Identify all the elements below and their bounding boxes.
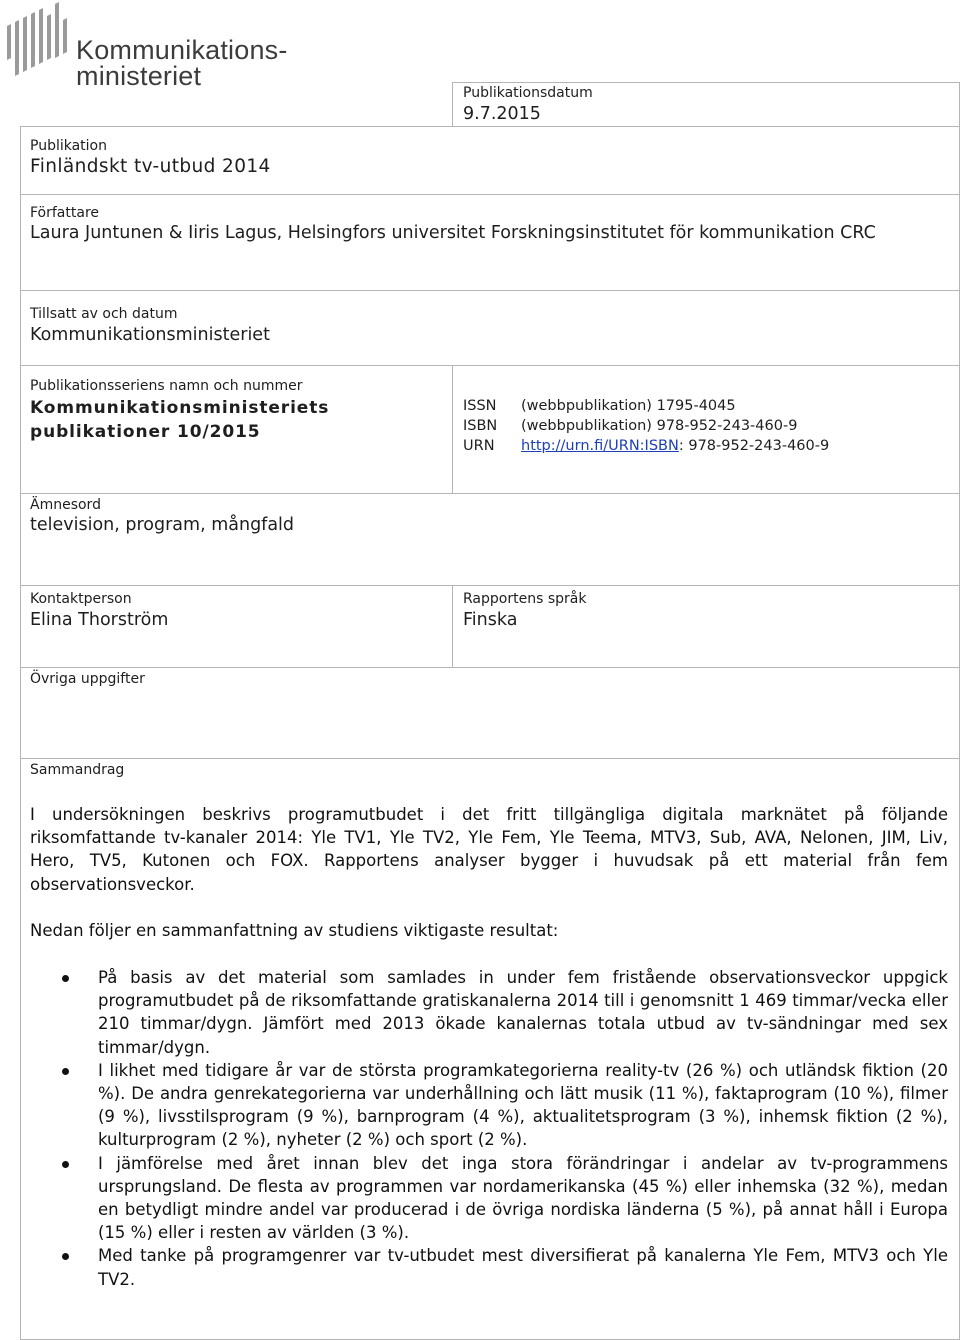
issn-row xyxy=(463,396,829,416)
bullet-icon xyxy=(62,1161,69,1168)
contact-label: Kontaktperson xyxy=(30,591,132,607)
divider xyxy=(20,758,960,759)
other-label: Övriga uppgifter xyxy=(30,671,145,687)
divider xyxy=(20,667,960,668)
keywords-label: Ämnesord xyxy=(30,497,101,513)
authors-label: Författare xyxy=(30,205,100,221)
divider xyxy=(20,194,960,195)
keywords-value: television, program, mångfald xyxy=(30,515,295,535)
language-label: Rapportens språk xyxy=(463,591,587,607)
ministry-name-line2: ministeriet xyxy=(76,61,202,91)
publication-date-label: Publikationsdatum xyxy=(463,85,593,101)
isbn-key: ISBN xyxy=(463,418,498,434)
summary-label: Sammandrag xyxy=(30,762,125,778)
ministry-name-line1: Kommunikations- xyxy=(76,35,288,65)
issn-key: ISSN xyxy=(463,398,497,414)
isbn-value: (webbpublikation) 978-952-243-460-9 xyxy=(521,418,798,434)
divider xyxy=(452,585,453,668)
publication-label: Publikation xyxy=(30,138,107,154)
ministry-emblem-icon xyxy=(0,0,72,82)
commissioned-label: Tillsatt av och datum xyxy=(30,306,178,322)
divider xyxy=(452,366,453,493)
list-item-text: På basis av det material som samlades in under fem fristående observationsveckor uppgick programutbudet på de riksomfattande gratiskanalerna 2014 till i genomsnitt 1 469 timmar/vecka eller 210 timmar/dygn. Jämfört med 2013 ökade kanalernas totala utbud av tv-sändningar med sex timmar/dygn. xyxy=(98,968,948,1057)
series-value-line1: Kommunikationsministeriets xyxy=(30,398,330,418)
findings-list xyxy=(30,966,948,1291)
list-item xyxy=(30,1244,948,1290)
urn-suffix: : 978-952-243-460-9 xyxy=(678,438,830,454)
list-item xyxy=(30,1059,948,1152)
urn-row xyxy=(463,436,829,456)
issn-value: (webbpublikation) 1795-4045 xyxy=(521,398,736,414)
authors-value: Laura Juntunen & Iiris Lagus, Helsingfors universitet Forskningsinstitutet för kommunikation CRC xyxy=(30,223,876,243)
divider xyxy=(20,290,960,291)
bullet-icon xyxy=(62,1068,69,1075)
divider xyxy=(20,365,960,366)
publication-title: Finländskt tv-utbud 2014 xyxy=(30,156,271,177)
urn-key: URN xyxy=(463,438,495,454)
bullet-icon xyxy=(62,1253,69,1260)
series-value-line2: publikationer 10/2015 xyxy=(30,422,261,442)
publication-date-value: 9.7.2015 xyxy=(463,104,541,124)
summary-paragraph-1: I undersökningen beskrivs programutbudet i det fritt tillgängliga digitala marknätet på följande riksomfattande tv-kanaler 2014: Yle TV1, Yle TV2, Yle Fem, Yle Teema, MTV3, Sub, AVA, Nelonen, JIM, Liv, Hero, TV5, Kutonen och FOX. Rapportens analyser bygger i huvudsak på ett material från fem observationsveckor. xyxy=(30,805,948,894)
list-item xyxy=(30,1152,948,1245)
language-value: Finska xyxy=(463,610,518,630)
list-item xyxy=(30,966,948,1059)
bullet-icon xyxy=(62,975,69,982)
divider xyxy=(20,585,960,586)
list-item-text: Med tanke på programgenrer var tv-utbudet mest diversifierat på kanalerna Yle Fem, MTV3 och Yle TV2. xyxy=(98,1246,948,1289)
list-item-text: I likhet med tidigare år var de största programkategorierna reality-tv (26 %) och utländsk fiktion (20 %). De andra genrekategorierna var underhållning och lätt musik (11 %), faktaprogram (10 %), filmer (9 %), livsstilsprogram (9 %), barnprogram (4 %), aktualitetsprogram (3 %), inhemsk fiktion (2 %), kulturprogram (2 %), nyheter (2 %) och sport (2 %). xyxy=(98,1060,948,1150)
divider xyxy=(20,493,960,494)
urn-link[interactable]: http://urn.fi/URN:ISBN xyxy=(521,438,679,454)
identifiers-block xyxy=(463,396,829,456)
publication-date-box xyxy=(452,82,960,127)
commissioned-value: Kommunikationsministeriet xyxy=(30,325,270,345)
list-item-text: I jämförelse med året innan blev det inga stora förändringar i andelar av tv-programmens ursprungsland. De flesta av programmen var nordamerikanska (45 %) eller inhemska (32 %), medan en betydligt mindre andel var producerad i de övriga nordiska länderna (5 %), på annat håll i Europa (15 %) eller i resten av världen (3 %). xyxy=(98,1153,948,1243)
ministry-logo xyxy=(0,0,320,91)
summary-paragraph-2: Nedan följer en sammanfattning av studiens viktigaste resultat: xyxy=(30,921,559,940)
isbn-row xyxy=(463,416,829,436)
contact-value: Elina Thorström xyxy=(30,610,169,630)
series-label: Publikationsseriens namn och nummer xyxy=(30,378,303,394)
